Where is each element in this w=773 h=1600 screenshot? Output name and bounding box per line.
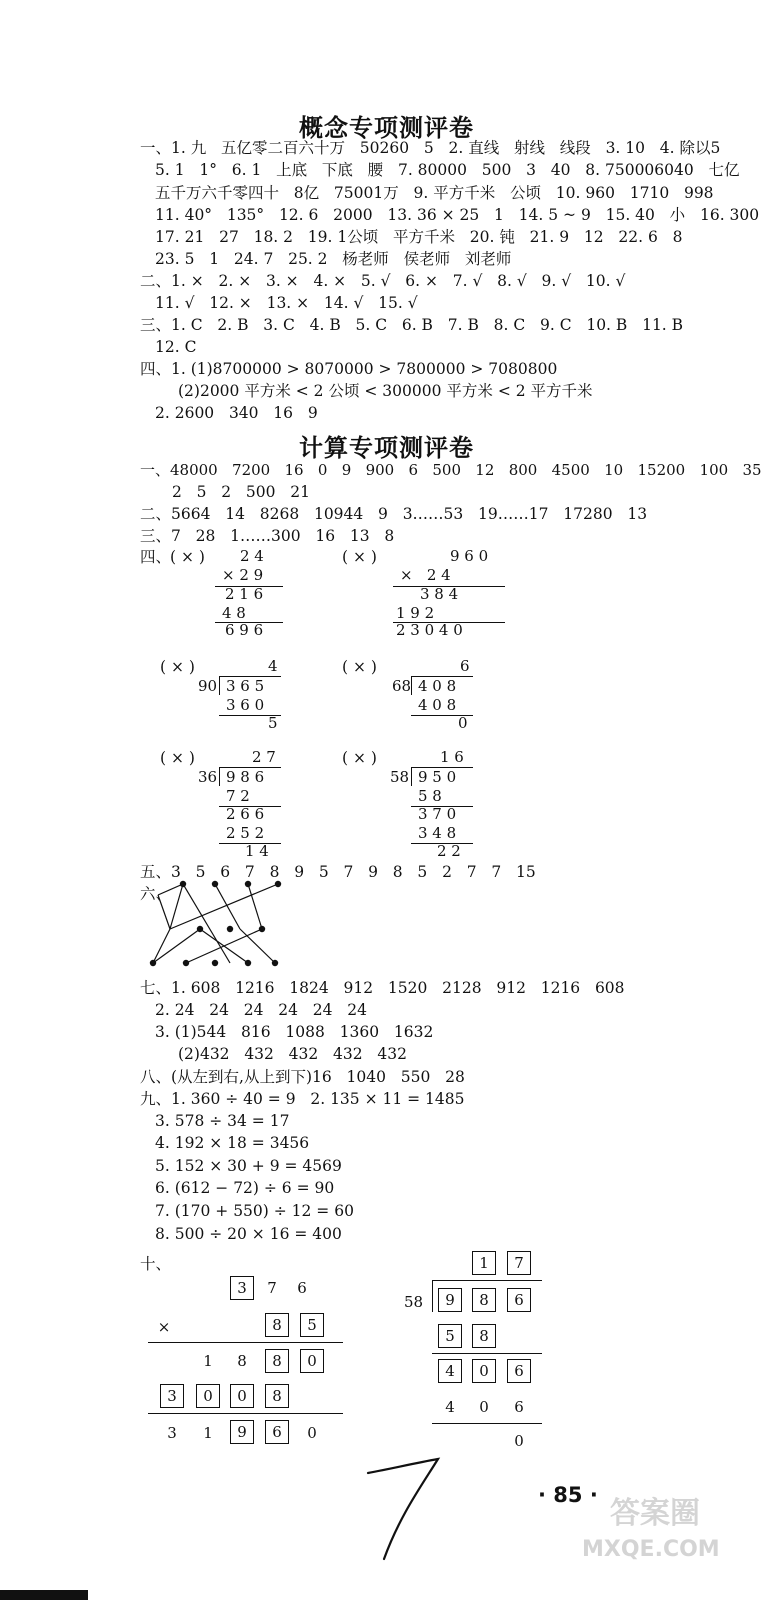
pm-r2-box2: 5 — [300, 1313, 324, 1337]
pm-r1-d3: 6 — [297, 1279, 307, 1297]
dot-bot-5 — [272, 960, 278, 966]
pm-r1-box: 3 — [230, 1276, 254, 1300]
mult1-row3: 2 1 6 — [225, 585, 264, 603]
dot-bot-2 — [183, 960, 189, 966]
s2-nine-3: 4. 192 × 18 = 3456 — [155, 1134, 310, 1152]
pm-r4-box2: 0 — [196, 1384, 220, 1408]
dot-bot-4 — [245, 960, 251, 966]
div4-mark: ( × ) — [342, 749, 377, 767]
div4-divisor: 58 — [390, 768, 410, 786]
section1-title: 概念专项测评卷 — [299, 114, 474, 142]
s2-seven-1: 七、1. 608 1216 1824 912 1520 2128 912 1216 608 — [140, 979, 625, 997]
dot-bot-3 — [212, 960, 218, 966]
mult2-mark: ( × ) — [342, 548, 377, 566]
dot-top-1 — [180, 881, 186, 887]
div4-dividend: 9 5 0 — [418, 768, 457, 786]
pm-r5-box2: 6 — [265, 1420, 289, 1444]
div4-step4: 2 2 — [437, 842, 461, 860]
s2-line-4: 三、7 28 1……300 16 13 8 — [140, 527, 395, 545]
pm-r3-box2: 0 — [300, 1349, 324, 1373]
s2-nine-1: 九、1. 360 ÷ 40 = 9 2. 135 × 11 = 1485 — [140, 1090, 465, 1108]
s2-seven-4: (2)432 432 432 432 432 — [178, 1045, 408, 1063]
s2-line-3: 二、5664 14 8268 10944 9 3……53 19……17 17280 13 — [140, 505, 648, 523]
pd-dividend-box3: 6 — [507, 1288, 531, 1312]
pm-rule2 — [148, 1413, 343, 1414]
mult1-row1: 2 4 — [240, 547, 264, 565]
div1-bracket-side — [219, 676, 220, 695]
pd-s2-box1: 4 — [438, 1359, 462, 1383]
mult2-row3: 3 8 4 — [420, 585, 459, 603]
div3-divisor: 36 — [198, 768, 218, 786]
div3-quotient: 2 7 — [252, 748, 276, 766]
mult2-row5: 2 3 0 4 0 — [396, 621, 463, 639]
handwritten-mark — [360, 1455, 450, 1565]
section2-title: 计算专项测评卷 — [299, 434, 474, 462]
dot-mid-2 — [227, 926, 233, 932]
div2-divisor: 68 — [392, 677, 412, 695]
s2-seven-2: 2. 24 24 24 24 24 24 — [155, 1001, 367, 1019]
div1-step1: 3 6 0 — [226, 696, 265, 714]
mult2-row1: 9 6 0 — [450, 547, 489, 565]
s1-line-1: 一、1. 九 五亿零二百六十万 50260 5 2. 直线 射线 线段 3. 10 4. 除以5 — [140, 139, 721, 157]
pm-r4-box1: 3 — [160, 1384, 184, 1408]
s1-line-11: 四、1. (1)8700000 > 8070000 > 7800000 > 7080800 — [140, 360, 558, 378]
mult1-row2: × 2 9 — [222, 566, 264, 584]
pd-q-box2: 7 — [507, 1251, 531, 1275]
pm-r4-box4: 8 — [265, 1384, 289, 1408]
div4-quotient: 1 6 — [440, 748, 464, 766]
div3-step3: 2 5 2 — [226, 824, 265, 842]
s2-seven-3: 3. (1)544 816 1088 1360 1632 — [155, 1023, 434, 1041]
s2-ten: 十、 — [140, 1255, 172, 1273]
pd-rule1 — [432, 1353, 542, 1354]
mult2-row4: 1 9 2 — [396, 604, 435, 622]
s2-nine-4: 5. 152 × 30 + 9 = 4569 — [155, 1157, 342, 1175]
div2-quotient: 6 — [460, 657, 470, 675]
div3-bracket-side — [219, 767, 220, 786]
page-number: · 85 · — [538, 1483, 598, 1507]
div1-quotient: 4 — [268, 657, 278, 675]
div2-bracket-side — [411, 676, 412, 695]
pd-s2-box2: 0 — [472, 1359, 496, 1383]
pm-r3-d2: 8 — [237, 1352, 247, 1370]
div3-mark: ( × ) — [160, 749, 195, 767]
pm-r3-box1: 8 — [265, 1349, 289, 1373]
div2-mark: ( × ) — [342, 658, 377, 676]
mult1-row5: 6 9 6 — [225, 621, 264, 639]
pd-s1-box2: 8 — [472, 1324, 496, 1348]
s1-line-10: 12. C — [155, 338, 197, 356]
s2-five: 五、3 5 6 7 8 9 5 7 9 8 5 2 7 7 15 — [140, 863, 536, 881]
pm-r5-d1: 3 — [167, 1424, 177, 1442]
pd-s3-d1: 4 — [445, 1398, 455, 1416]
div3-step4: 1 4 — [245, 842, 269, 860]
mult2-row2: × 2 4 — [400, 566, 451, 584]
div4-step3: 3 4 8 — [418, 824, 457, 842]
dot-top-3 — [245, 881, 251, 887]
s2-nine-5: 6. (612 − 72) ÷ 6 = 90 — [155, 1179, 335, 1197]
dot-bot-1 — [150, 960, 156, 966]
s1-line-5: 17. 21 27 18. 2 19. 1公顷 平方千米 20. 钝 21. 9 12 22. 6 8 — [155, 228, 683, 246]
s2-six: 六、 — [140, 885, 172, 903]
div4-bracket-side — [411, 767, 412, 786]
pm-rule1 — [148, 1342, 343, 1343]
pm-r1-d2: 7 — [267, 1279, 277, 1297]
s2-line-1: 一、48000 7200 16 0 9 900 6 500 12 800 4500 10 15200 100 35 — [140, 461, 762, 479]
s2-nine-7: 8. 500 ÷ 20 × 16 = 400 — [155, 1225, 342, 1243]
s2-eight: 八、(从左到右,从上到下)16 1040 550 28 — [140, 1068, 465, 1086]
div4-step1: 5 8 — [418, 787, 442, 805]
s1-line-6: 23. 5 1 24. 7 25. 2 杨老师 侯老师 刘老师 — [155, 250, 512, 268]
dot-mid-3 — [259, 926, 265, 932]
pm-r5-box1: 9 — [230, 1420, 254, 1444]
div2-step1: 4 0 8 — [418, 696, 457, 714]
dot-top-2 — [212, 881, 218, 887]
s1-line-3: 五千万六千零四十 8亿 75001万 9. 平方千米 公顷 10. 960 1710 998 — [155, 184, 714, 202]
pm-r2-box1: 8 — [265, 1313, 289, 1337]
pm-r4-box3: 0 — [230, 1384, 254, 1408]
pm-r5-d2: 1 — [203, 1424, 213, 1442]
pd-s3-d2: 0 — [479, 1398, 489, 1416]
watermark-logo: 答案圈 — [610, 1496, 700, 1531]
div1-dividend: 3 6 5 — [226, 677, 265, 695]
pd-bracket-side — [432, 1280, 433, 1312]
pd-dividend-box1: 9 — [438, 1288, 462, 1312]
pm-times: × — [157, 1318, 171, 1336]
matching-diagram — [140, 875, 300, 975]
pd-bracket-top — [432, 1280, 542, 1281]
s1-line-13: 2. 2600 340 16 9 — [155, 404, 318, 422]
div1-divisor: 90 — [198, 677, 218, 695]
pd-s3-d3: 6 — [514, 1398, 524, 1416]
pd-s2-box3: 6 — [507, 1359, 531, 1383]
pd-remainder: 0 — [514, 1432, 524, 1450]
s1-line-4: 11. 40° 135° 12. 6 2000 13. 36 × 25 1 14. 5 ~ 9 15. 40 小 16. 300 — [155, 206, 760, 224]
dot-top-4 — [275, 881, 281, 887]
s1-line-8: 11. √ 12. × 13. × 14. √ 15. √ — [155, 294, 418, 312]
div3-dividend: 9 8 6 — [226, 768, 265, 786]
s1-line-12: (2)2000 平方米 < 2 公顷 < 300000 平方米 < 2 平方千米 — [178, 382, 593, 400]
div1-step2: 5 — [268, 714, 278, 732]
s1-line-9: 三、1. C 2. B 3. C 4. B 5. C 6. B 7. B 8. C 9. C 10. B 11. B — [140, 316, 684, 334]
s2-nine-2: 3. 578 ÷ 34 = 17 — [155, 1112, 290, 1130]
bottom-black-bar — [0, 1590, 88, 1600]
pd-dividend-box2: 8 — [472, 1288, 496, 1312]
dot-mid-1 — [197, 926, 203, 932]
div2-step2: 0 — [458, 714, 468, 732]
div3-step2: 2 6 6 — [226, 805, 265, 823]
s2-line-5: 四、 — [140, 548, 172, 566]
mult1-row4: 4 8 — [222, 604, 246, 622]
div4-step2: 3 7 0 — [418, 805, 457, 823]
watermark-url: MXQE.COM — [582, 1537, 720, 1562]
s1-line-7: 二、1. × 2. × 3. × 4. × 5. √ 6. × 7. √ 8. √ 9. √ 10. √ — [140, 272, 626, 290]
s1-line-2: 5. 1 1° 6. 1 上底 下底 腰 7. 80000 500 3 40 8. 750006040 七亿 — [155, 161, 740, 179]
pd-q-box1: 1 — [472, 1251, 496, 1275]
s2-line-2: 2 5 2 500 21 — [172, 483, 311, 501]
pd-rule2 — [432, 1423, 542, 1424]
div1-mark: ( × ) — [160, 658, 195, 676]
div3-step1: 7 2 — [226, 787, 250, 805]
pm-r5-d5: 0 — [307, 1424, 317, 1442]
pd-divisor: 58 — [404, 1293, 424, 1311]
pm-r3-d1: 1 — [203, 1352, 213, 1370]
s2-nine-6: 7. (170 + 550) ÷ 12 = 60 — [155, 1202, 354, 1220]
pd-s1-box1: 5 — [438, 1324, 462, 1348]
div2-dividend: 4 0 8 — [418, 677, 457, 695]
mult1-mark: ( × ) — [170, 548, 205, 566]
